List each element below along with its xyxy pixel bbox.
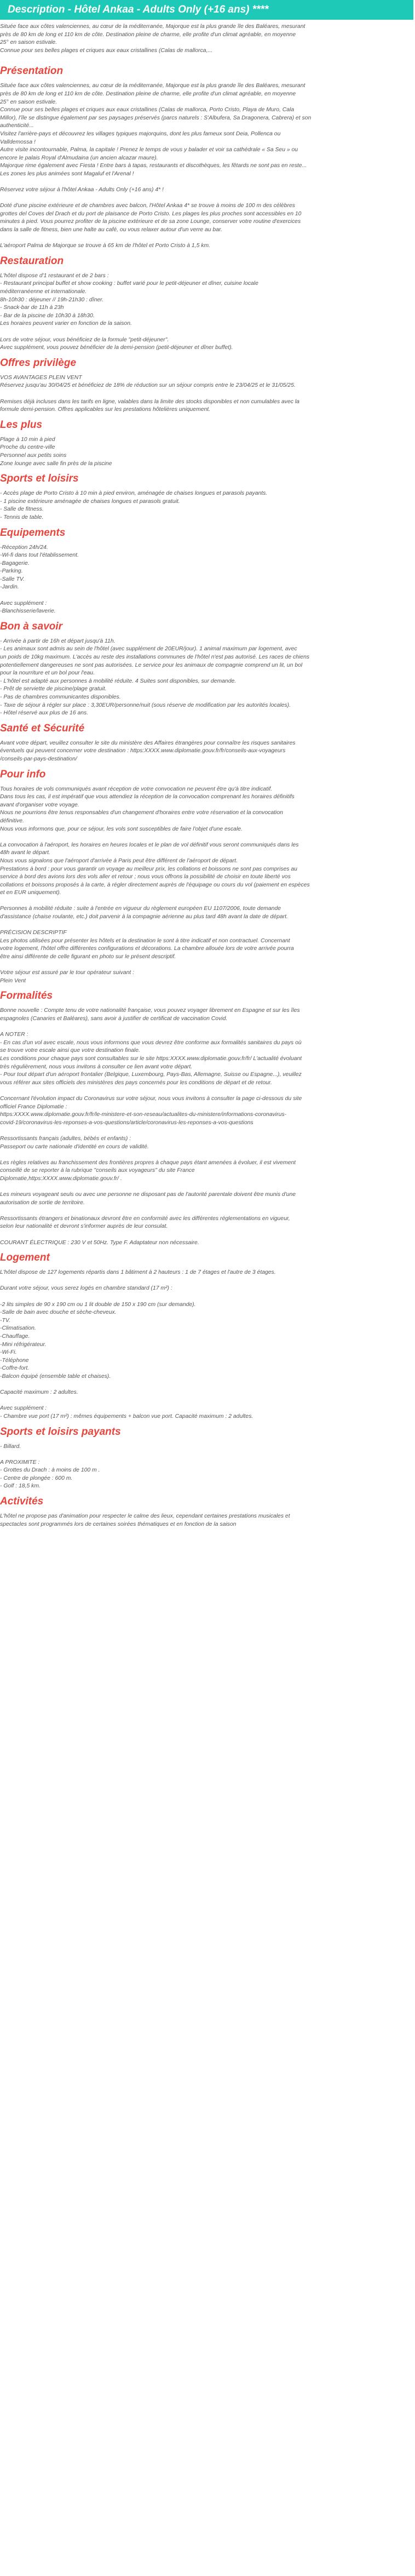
text-line: Proche du centre-ville bbox=[0, 444, 55, 451]
text-line: spectacles sont programmés lors de certaines soirées thématiques et en fonction de la saison bbox=[0, 1521, 237, 1527]
text-line: dans la salle de fitness, bien une halte au café, ou vous relaxer autour d'un verre au bar. bbox=[0, 227, 222, 233]
text-line: - Les animaux sont admis au sein de l'hôtel (avec supplément de 20EUR/jour). 1 animal maximum par logement, avec bbox=[0, 646, 297, 652]
text-line: vous référer aux sites officiels des ministères des pays concernés pour les conditions de départ et de retour. bbox=[0, 1079, 272, 1086]
text-line: Autre visite incontournable, Palma, la capitale ! Prenez le temps de vous y balader et voir sa cathédrale « Sa Seu » ou bbox=[0, 147, 298, 153]
text-line: -2 lits simples de 90 x 190 cm ou 1 lit double de 150 x 190 cm (sur demande). bbox=[0, 1301, 196, 1308]
text-line: - Bar de la piscine de 10h30 à 18h30. bbox=[0, 312, 95, 319]
blank-line bbox=[0, 592, 413, 600]
text-line: VOS AVANTAGES PLEIN VENT bbox=[0, 374, 82, 381]
blank-line bbox=[0, 1087, 413, 1095]
section-plus bbox=[0, 419, 413, 468]
section-title-logement: Logement bbox=[0, 1252, 50, 1264]
section-title-bonasavoir: Bon à savoir bbox=[0, 620, 63, 632]
text-line: espagnoles (Canaries et Baléares), sans avoir à justifier de certificat de vaccination Covid. bbox=[0, 1016, 228, 1022]
text-line: - Taxe de séjour à régler sur place : 3,30EUR/personne/nuit (sous réserve de modification par les autorités locales). bbox=[0, 702, 291, 708]
text-line: Située face aux côtes valenciennes, au cœur de la méditerranée, Majorque est la plus grande île des Baléares, mesurant bbox=[0, 24, 306, 30]
text-line: Votre séjour est assuré par le tour opérateur suivant : bbox=[0, 970, 135, 976]
text-line: Diplomatie,https:XXXX.www.diplomatie.gouv.fr/ . bbox=[0, 1175, 122, 1182]
text-line: -Climatisation. bbox=[0, 1325, 36, 1332]
text-line: -Salle de bain avec douche et sèche-cheveux. bbox=[0, 1309, 117, 1316]
text-line: -TV. bbox=[0, 1317, 10, 1324]
text-line: Personnel aux petits soins bbox=[0, 452, 67, 459]
section-title-offres: Offres privilège bbox=[0, 357, 77, 369]
blank-line bbox=[0, 328, 413, 336]
text-line: - Grottes du Drach : à moins de 100 m . bbox=[0, 1467, 100, 1474]
text-line: -Parking. bbox=[0, 568, 23, 575]
section-title-formalites: Formalités bbox=[0, 990, 53, 1002]
text-line: Les mineurs voyageant seuls ou avec une personne ne disposant pas de l'autorité parentale doivent être munis d'une bbox=[0, 1192, 296, 1198]
text-line: méditerranéenne et internationale. bbox=[0, 289, 87, 295]
section-title-restauration: Restauration bbox=[0, 255, 64, 267]
text-line: - Chambre vue port (17 m²) : mêmes équipements + balcon vue port. Capacité maximum : 2 adultes. bbox=[0, 1413, 253, 1419]
section-title-info: Pour info bbox=[0, 768, 46, 780]
blank-line bbox=[0, 1231, 413, 1239]
text-line: 8h-10h30 : déjeuner // 19h-21h30 : dîner. bbox=[0, 296, 104, 303]
text-line: éventuels qui peuvent concerner votre destination : https:XXXX.www.diplomatie.gouv.fr/fr/conseils-aux-voyageurs bbox=[0, 748, 286, 754]
text-line: - Snack-bar de 11h à 23h bbox=[0, 305, 64, 311]
text-line: -Balcon équipé (ensemble table et chaises). bbox=[0, 1373, 111, 1379]
blank-line bbox=[0, 234, 413, 243]
text-line: -Chauffage. bbox=[0, 1333, 30, 1339]
blank-line bbox=[0, 1127, 413, 1135]
blank-line bbox=[0, 1207, 413, 1215]
text-line: - Prêt de serviette de piscine/plage gratuit. bbox=[0, 686, 107, 692]
text-line: Connue pour ses belles plages et criques aux eaux cristallines (Calas de mallorca,... bbox=[0, 47, 213, 54]
text-line: Doté d'une piscine extérieure et de chambres avec balcon, l'Hôtel Ankaa 4* se trouve à moins de 100 m des célèbres bbox=[0, 203, 296, 209]
text-line: -Mini réfrigérateur. bbox=[0, 1341, 47, 1348]
text-line: Bonne nouvelle : Compte tenu de votre nationalité française, vous pouvez voyager librement en Espagne et sur les îles bbox=[0, 1007, 300, 1014]
text-line: grottes del Coves del Drach et du port de plaisance de Porto Cristo. Les plages les plus proches sont accessibles en 10 bbox=[0, 210, 302, 217]
text-line: Majorque rime également avec Fiesta ! Entre bars à tapas, restaurants et discothèques, les fêtards ne sont pas en reste... bbox=[0, 163, 307, 169]
text-line: potentiellement dangereuses ne sont pas autorisées. Le service pour les animaux de compagnie comprend un lit, un bol bbox=[0, 662, 303, 668]
blank-line bbox=[0, 390, 413, 398]
section-formalites bbox=[0, 989, 413, 1247]
text-line: -Salle TV. bbox=[0, 576, 25, 582]
text-line: près de 80 km de long et 110 km de côte. Destination pleine de charme, elle profite d'un climat agréable, en moyenne bbox=[0, 31, 296, 38]
text-line: Valldemossa ! bbox=[0, 139, 36, 145]
section-body-bonasavoir bbox=[0, 638, 413, 718]
text-line: Nous vous informons que, pour ce séjour, les vols sont susceptibles de faire l'objet d'une escale. bbox=[0, 826, 243, 832]
text-line: L'hôtel dispose de 127 logements répartis dans 1 bâtiment à 2 hauteurs : 1 de 7 étages et l'autre de 3 étages. bbox=[0, 1269, 276, 1276]
text-line: - Pour tout départ d'un aéroport frontalier (Belgique, Luxembourg, Pays-Bas, Allemagne, Suisse ou Espagne...), veuillez bbox=[0, 1072, 302, 1078]
text-line: - Tennis de table. bbox=[0, 514, 44, 520]
text-line: pour la nourriture et un bol pour l'eau. bbox=[0, 670, 95, 677]
section-body-plus bbox=[0, 436, 413, 468]
blank-line bbox=[0, 1293, 413, 1301]
text-line: https:XXXX.www.diplomatie.gouv.fr/fr/le-ministere-et-son-reseau/actualites-du-ministere/informations-coronavirus- bbox=[0, 1112, 287, 1118]
text-line: - Golf : 18,5 km. bbox=[0, 1483, 41, 1490]
text-line: Les conditions pour chaque pays sont consultables sur le site https:XXXX.www.diplomatie.gouv.fr/fr/ L'actualité évoluant bbox=[0, 1055, 302, 1062]
section-logement bbox=[0, 1251, 413, 1421]
blank-line bbox=[0, 194, 413, 203]
text-line: Dans tous les cas, il est impératif que vous attendiez la réception de la convocation comprenant les horaires définitifs bbox=[0, 794, 295, 800]
text-line: selon leur nationalité et devront s'informer auprès de leur consulat. bbox=[0, 1223, 168, 1230]
blank-line bbox=[0, 179, 413, 187]
text-line: -Jardin. bbox=[0, 584, 19, 591]
text-line: -Wi-fi dans tout l'établissement. bbox=[0, 552, 79, 559]
text-line: Connue pour ses belles plages et criques aux eaux cristallines (Calas de mallorca, Porto Cristo, Playa de Muro, Cala bbox=[0, 107, 295, 113]
blank-line bbox=[0, 1183, 413, 1191]
text-line: service à bord des avions lors des vols aller et retour ; nous vous offrons la possibilité de choisir en toute liberté vos bbox=[0, 874, 291, 880]
text-line: autorisation de sortie de territoire. bbox=[0, 1199, 85, 1206]
blank-line bbox=[0, 1151, 413, 1159]
text-line: COURANT ÉLECTRIQUE : 230 V et 50Hz. Type F. Adaptateur non nécessaire. bbox=[0, 1239, 199, 1246]
text-line: Réservez jusqu'au 30/04/25 et bénéficiez de 18% de réduction sur un séjour compris entre le 23/04/25 et le 31/05/25. bbox=[0, 382, 296, 389]
text-line: collations et boissons proposés à la carte, à régler directement auprès de l'équipage ou cours du vol (paiement en espèces bbox=[0, 881, 310, 888]
text-line: - Salle de fitness. bbox=[0, 506, 44, 513]
text-line: Les horaires peuvent varier en fonction de la saison. bbox=[0, 320, 132, 327]
text-line: 25° en saison estivale. bbox=[0, 99, 57, 105]
text-line: A PROXIMITE : bbox=[0, 1459, 40, 1466]
blank-line bbox=[0, 897, 413, 906]
blank-line bbox=[0, 1277, 413, 1285]
text-line: Plein Vent bbox=[0, 977, 26, 984]
text-line: d'assistance (chaise roulante, etc.) doit parvenir à la compagnie aérienne au plus tard 48h avant la date de départ. bbox=[0, 914, 288, 920]
text-line: définitive. bbox=[0, 817, 24, 824]
section-body-offres bbox=[0, 374, 413, 414]
description-sections bbox=[0, 65, 413, 1529]
section-sportspayants bbox=[0, 1426, 413, 1491]
text-line: - Arrivée à partir de 16h et départ jusqu'à 11h. bbox=[0, 638, 116, 644]
text-line: Zone lounge avec salle fin près de la piscine bbox=[0, 460, 112, 467]
blank-line bbox=[0, 1381, 413, 1389]
text-line: Les photos utilisées pour présenter les hôtels et la destination le sont à titre indicatif et non contractuel. Concernant bbox=[0, 937, 290, 944]
section-info bbox=[0, 768, 413, 986]
text-line: La convocation à l'aéroport, les horaires en heures locales et le plan de vol définitif vous seront communiqués dans les bbox=[0, 842, 299, 848]
text-line: très régulièrement, nous vous invitons à consulter ce lien avant votre départ. bbox=[0, 1063, 193, 1070]
text-line: /conseils-par-pays-destination/ bbox=[0, 755, 77, 762]
section-title-sante: Santé et Sécurité bbox=[0, 722, 85, 734]
text-line: L'hôtel ne propose pas d'animation pour respecter le calme des lieux, cependant certaines prestations musicales et bbox=[0, 1513, 290, 1520]
text-line: - Hôtel réservé aux plus de 16 ans. bbox=[0, 710, 89, 717]
section-title-plus: Les plus bbox=[0, 419, 43, 431]
section-offres bbox=[0, 357, 413, 414]
text-line: officiel France Diplomatie : bbox=[0, 1103, 67, 1110]
text-line: conseillé de se reporter à la rubrique "conseils aux voyageurs" du site France bbox=[0, 1167, 195, 1174]
intro-text bbox=[0, 23, 413, 55]
text-line: Avec supplément, vous pouvez bénéficier de la demi-pension (petit-déjeuner et dîner buffet). bbox=[0, 345, 233, 351]
text-line: L'hôtel dispose d'1 restaurant et de 2 bars : bbox=[0, 272, 109, 279]
section-body-restauration bbox=[0, 272, 413, 352]
text-line: se trouve votre escale ainsi que votre destination finale. bbox=[0, 1047, 140, 1054]
section-equipements bbox=[0, 526, 413, 616]
section-title-sports: Sports et loisirs bbox=[0, 473, 79, 485]
text-line: - 1 piscine extérieure aménagée de chaises longues et parasols gratuit. bbox=[0, 498, 180, 505]
text-line: Personnes à mobilité réduite : suite à l'entrée en vigueur du règlement européen EU 1107/2006, toute demande bbox=[0, 906, 281, 912]
text-line: Nous ne pourrions être tenus responsables d'un changement d'horaires entre votre réservation et la convocation bbox=[0, 810, 283, 816]
section-title-sportspayants: Sports et loisirs payants bbox=[0, 1426, 121, 1438]
text-line: Prestations à bord : pour vous garantir un voyage au meilleur prix, les collations et boissons ne sont pas comprises au bbox=[0, 866, 297, 872]
section-sante bbox=[0, 722, 413, 764]
text-line: un poids de 10kg maximum. L'accès au reste des installations communes de l'hôtel n'est pas autorisé. Les races de chiens bbox=[0, 654, 310, 661]
text-line: PRÉCISION DESCRIPTIF bbox=[0, 930, 67, 936]
section-body-info bbox=[0, 786, 413, 986]
blank-line bbox=[0, 833, 413, 842]
text-line: près de 80 km de long et 110 km de côte. Destination pleine de charme, elle profite d'un climat agréable, en moyenne bbox=[0, 90, 296, 97]
text-line: Nous vous signalons que l'aéroport d'arrivée à Paris peut être différent de l'aéroport de départ. bbox=[0, 857, 238, 864]
page-title: Description - Hôtel Ankaa - Adults Only (+16 ans) **** bbox=[0, 0, 413, 20]
text-line: Située face aux côtes valenciennes, au cœur de la méditerranée, Majorque est la plus grande île des Baléares, mesurant bbox=[0, 83, 306, 89]
section-body-logement bbox=[0, 1269, 413, 1421]
section-body-equipements bbox=[0, 544, 413, 616]
text-line: Avec supplément : bbox=[0, 1405, 47, 1412]
text-line: -Wi-Fi. bbox=[0, 1349, 17, 1356]
text-line: 25° en saison estivale. bbox=[0, 39, 57, 46]
text-line: - Centre de plongée : 600 m. bbox=[0, 1475, 73, 1481]
section-presentation bbox=[0, 65, 413, 250]
section-body-sports bbox=[0, 490, 413, 522]
text-line: - Restaurant principal buffet et show cooking : buffet varié pour le petit-déjeuner et dîner, cuisine locale bbox=[0, 281, 258, 287]
section-restauration bbox=[0, 255, 413, 352]
text-line: -Blanchisserie/laverie. bbox=[0, 608, 56, 615]
text-line: être ainsi différente de celle figurant en photo sur le présent descriptif. bbox=[0, 954, 176, 960]
section-body-sante bbox=[0, 740, 413, 764]
text-line: Durant votre séjour, vous serez logés en chambre standard (17 m²) : bbox=[0, 1285, 172, 1292]
text-line: - Pas de chambres communicantes disponibles. bbox=[0, 694, 121, 700]
text-line: Les règles relatives au franchissement des frontières propres à chaque pays étant amenées à évoluer, il est vivement bbox=[0, 1159, 296, 1166]
blank-line bbox=[0, 1451, 413, 1459]
text-line: minutes à pied. Vous pourrez profiter de la piscine extérieure et de sa zone Lounge, conserver votre routine d'exercices bbox=[0, 219, 301, 225]
text-line: encore le palais Royal d'Almudaina (un ancien alcazar maure). bbox=[0, 154, 158, 161]
section-body-sportspayants bbox=[0, 1443, 413, 1491]
text-line: 48h avant le départ. bbox=[0, 850, 50, 856]
text-line: Avec supplément : bbox=[0, 600, 47, 606]
text-line: - L'hôtel est adapté aux personnes à mobilité réduite. 4 Suites sont disponibles, sur demande. bbox=[0, 678, 237, 684]
section-body-presentation bbox=[0, 82, 413, 250]
text-line: Ressortissants français (adultes, bébés et enfants) : bbox=[0, 1135, 131, 1142]
text-line: Ressortissants étrangers et binationaux devront être en conformité avec les différentes réglementations en vigueur, bbox=[0, 1215, 290, 1222]
text-line: Visitez l'arrière-pays et découvrez les villages typiques majorquins, dont les plus fameux sont Deia, Pollenca ou bbox=[0, 130, 281, 137]
section-title-equipements: Equipements bbox=[0, 526, 66, 539]
text-line: covid-19/coronavirus-les-reponses-a-vos-questions/article/coronavirus-les-reponses-a-vos-questions bbox=[0, 1119, 253, 1126]
blank-line bbox=[0, 961, 413, 970]
text-line: Tous horaires de vols communiqués avant réception de votre convocation ne peuvent être qu'à titre indicatif. bbox=[0, 786, 273, 792]
text-line: Millor), l'île se distingue également par ses paysages préservés (parcs naturels : S'Albufera, Sa Dragonera, Cabrera) et son bbox=[0, 115, 312, 121]
text-line: A NOTER : bbox=[0, 1032, 28, 1038]
text-line: Avant votre départ, veuillez consulter le site du ministère des Affaires étrangères pour connaître les risques sanitaires bbox=[0, 740, 296, 746]
text-line: votre logement, l'hôtel offre différentes configurations et décorations. La chambre allouée lors de votre arrivée pourra bbox=[0, 946, 294, 952]
section-activites bbox=[0, 1495, 413, 1529]
section-title-activites: Activités bbox=[0, 1496, 44, 1508]
text-line: - En cas d'un vol avec escale, nous vous informons que vous devrez être conforme aux formalités sanitaires du pays où bbox=[0, 1039, 302, 1046]
blank-line bbox=[0, 921, 413, 930]
text-line: Passeport ou carte nationale d'identité en cours de validité. bbox=[0, 1143, 149, 1150]
text-line: Concernant l'évolution impact du Coronavirus sur votre séjour, nous vous invitons à consulter la page ci-dessous du site bbox=[0, 1095, 302, 1102]
section-bonasavoir bbox=[0, 620, 413, 718]
text-line: -Coffre-fort. bbox=[0, 1365, 30, 1372]
text-line: authenticité... bbox=[0, 123, 34, 129]
text-line: Capacité maximum : 2 adultes. bbox=[0, 1389, 78, 1396]
section-sports bbox=[0, 472, 413, 522]
text-line: - Accès plage de Porto Cristo à 10 min à pied environ, aménagée de chaises longues et parasols payants. bbox=[0, 490, 268, 497]
text-line: -Bagagerie. bbox=[0, 560, 30, 566]
text-line: - Billard. bbox=[0, 1443, 21, 1450]
text-line: Réservez votre séjour à l'hôtel Ankaa - Adults Only (+16 ans) 4* ! bbox=[0, 187, 164, 193]
text-line: -Téléphone bbox=[0, 1357, 29, 1364]
section-body-activites bbox=[0, 1513, 413, 1529]
text-line: -Réception 24h/24. bbox=[0, 544, 48, 551]
section-body-formalites bbox=[0, 1007, 413, 1247]
blank-line bbox=[0, 1397, 413, 1405]
text-line: formule demi-pension. Offres applicables sur les prestations hôtelières uniquement. bbox=[0, 407, 211, 413]
text-line: et en EUR uniquement). bbox=[0, 890, 61, 896]
blank-line bbox=[0, 1023, 413, 1032]
text-line: Lors de votre séjour, vous bénéficiez de la formule "petit-déjeuner". bbox=[0, 336, 169, 343]
text-line: avant d'organiser votre voyage. bbox=[0, 802, 79, 808]
text-line: Remises déjà incluses dans les tarifs en ligne, valables dans la limite des stocks disponibles et non cumulables avec la bbox=[0, 398, 299, 405]
text-line: L'aéroport Palma de Majorque se trouve à 65 km de l'hôtel et Porto Cristo à 1,5 km. bbox=[0, 243, 210, 249]
text-line: Les zones les plus animées sont Magaluf et l'Arenal ! bbox=[0, 170, 134, 177]
section-title-presentation: Présentation bbox=[0, 65, 64, 77]
text-line: Plage à 10 min à pied bbox=[0, 436, 55, 443]
